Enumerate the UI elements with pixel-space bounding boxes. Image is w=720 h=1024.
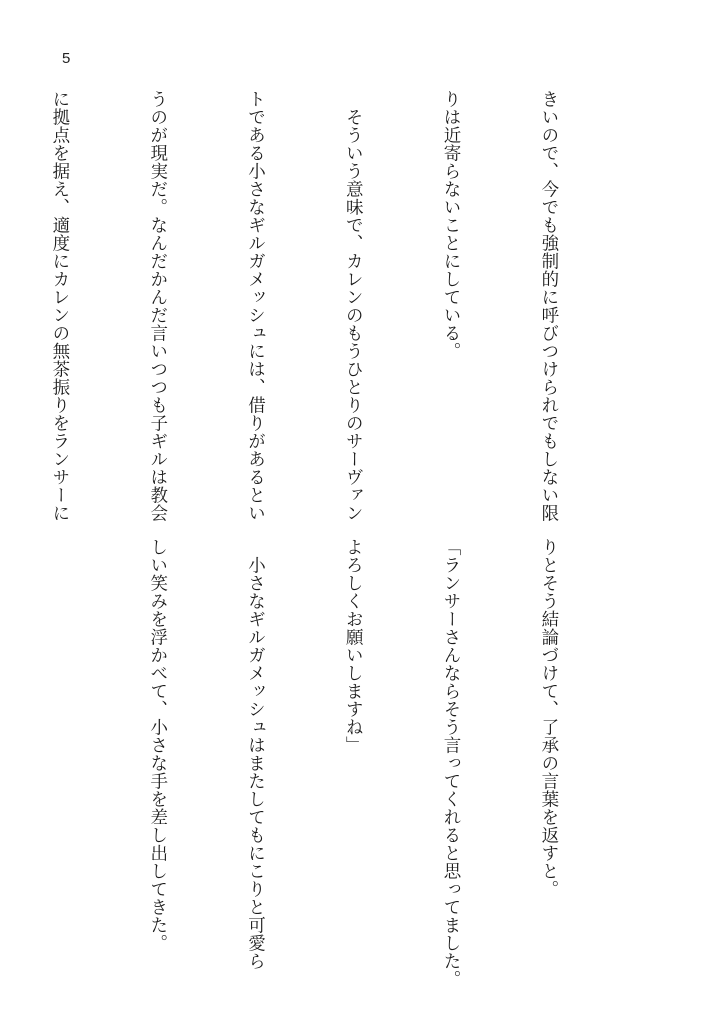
lower-text-block [147, 538, 630, 988]
text-line: りとそう結論づけて、了承の言葉を返すと。 [538, 538, 559, 898]
text-line: きいので、今でも強制的に呼びつけられでもしない限 [538, 90, 559, 522]
text-line: に拠点を据え、適度にカレンの無茶振りをランサーに [49, 90, 70, 522]
text-line: よろしくお願いしますね」 [343, 538, 364, 754]
text-line: トである小さなギルガメッシュには、借りがあるとい [245, 90, 266, 522]
text-line: 小さなギルガメッシュはまたしてもにこりと可愛ら [245, 538, 266, 970]
upper-text-block [49, 90, 630, 522]
text-line: 「ランサーさんならそう言ってくれると思ってました。 [441, 538, 462, 988]
text-line: りは近寄らないことにしている。 [441, 90, 462, 360]
text-line: しい笑みを浮かべて、小さな手を差し出してきた。 [147, 538, 168, 952]
text-line: そういう意味で、カレンのもうひとりのサーヴァン [343, 90, 364, 522]
page-number: 5 [62, 50, 71, 67]
text-line: うのが現実だ。なんだかんだ言いつつも子ギルは教会 [147, 90, 168, 522]
blank-line [43, 538, 76, 978]
